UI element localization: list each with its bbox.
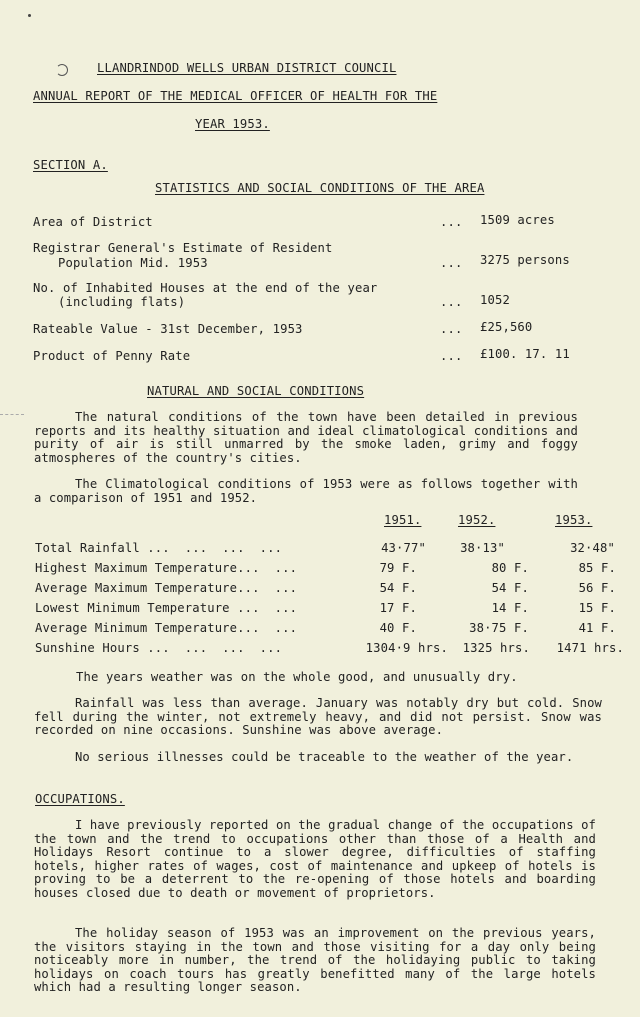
punch-mark bbox=[56, 64, 68, 76]
cell-1953: 1471 hrs. bbox=[556, 641, 624, 655]
cell-1951: 79 F. bbox=[379, 561, 417, 575]
stat-value: 1052 bbox=[480, 293, 510, 307]
cell-1953: 41 F. bbox=[578, 621, 616, 635]
cell-1952: 38·75 F. bbox=[469, 621, 529, 635]
header-line-1: LLANDRINDOD WELLS URBAN DISTRICT COUNCIL bbox=[97, 61, 397, 75]
natural-paragraph: The natural conditions of the town have been detailed in previous reports and its healthy situation and ideal climatological conditions and purity of air is still unmarred by the smoke laden, grimy and foggy atmospheres of the country's cities. bbox=[34, 410, 578, 465]
stat-dots: ... bbox=[440, 322, 463, 336]
cell-1951: 1304·9 hrs. bbox=[365, 641, 448, 655]
occupations-heading: OCCUPATIONS. bbox=[35, 792, 125, 806]
cell-1952: 80 F. bbox=[491, 561, 529, 575]
section-title: SECTION A. bbox=[33, 158, 108, 172]
stat-dots: ... bbox=[440, 349, 463, 363]
stat-value: 3275 persons bbox=[480, 253, 570, 267]
stat-dots: ... bbox=[440, 256, 463, 270]
column-header: 1953. bbox=[555, 513, 593, 527]
cell-1953: 85 F. bbox=[578, 561, 616, 575]
cell-1952: 14 F. bbox=[491, 601, 529, 615]
cell-1951: 40 F. bbox=[379, 621, 417, 635]
cell-1951: 17 F. bbox=[379, 601, 417, 615]
margin-dash bbox=[0, 414, 24, 415]
cell-1953: 32·48" bbox=[570, 541, 615, 555]
row-label: Total Rainfall ... ... ... ... bbox=[35, 541, 283, 555]
stat-label: No. of Inhabited Houses at the end of the year bbox=[33, 281, 378, 295]
occupations-paragraph: I have previously reported on the gradual change of the occupations of the town and the trend to occupations other than those of a Health and Holidays Resort continue to a slower degree, difficulties of staffing hotels, higher rates of wages, cost of maintenance and upkeep of hotels is proving to be a deterrent to the re-opening of those hotels and boarding houses closed due to death or movement of proprietors. bbox=[34, 818, 596, 900]
natural-heading: NATURAL AND SOCIAL CONDITIONS bbox=[147, 384, 365, 398]
column-header: 1951. bbox=[384, 513, 422, 527]
stat-dots: ... bbox=[440, 215, 463, 229]
cell-1951: 43·77" bbox=[381, 541, 426, 555]
holiday-paragraph: The holiday season of 1953 was an improvement on the previous years, the visitors staying in the town and those visiting for a day only being noticeably more in number, the trend of the holidaying public to taking holidays on coach tours has greatly benefitted many of the large hotels which had a resulting longer season. bbox=[34, 926, 596, 995]
stat-value: £25,560 bbox=[480, 320, 533, 334]
stat-label-cont: Population Mid. 1953 bbox=[58, 256, 208, 270]
stat-label: Rateable Value - 31st December, 1953 bbox=[33, 322, 303, 336]
stat-label-cont: (including flats) bbox=[58, 295, 186, 309]
stat-label: Area of District bbox=[33, 215, 153, 229]
stat-label: Registrar General's Estimate of Resident bbox=[33, 241, 333, 255]
speck bbox=[28, 14, 31, 17]
header-line-2: ANNUAL REPORT OF THE MEDICAL OFFICER OF HEALTH FOR THE bbox=[33, 89, 438, 103]
column-header: 1952. bbox=[458, 513, 496, 527]
stat-value: £100. 17. 11 bbox=[480, 347, 570, 361]
cell-1951: 54 F. bbox=[379, 581, 417, 595]
row-label: Lowest Minimum Temperature ... ... bbox=[35, 601, 298, 615]
row-label: Average Maximum Temperature... ... bbox=[35, 581, 298, 595]
cell-1952: 38·13" bbox=[460, 541, 505, 555]
illness-paragraph: No serious illnesses could be traceable to the weather of the year. bbox=[75, 750, 574, 764]
row-label: Highest Maximum Temperature... ... bbox=[35, 561, 298, 575]
weather-summary: The years weather was on the whole good, and unusually dry. bbox=[76, 670, 518, 684]
row-label: Sunshine Hours ... ... ... ... bbox=[35, 641, 283, 655]
cell-1952: 54 F. bbox=[491, 581, 529, 595]
climate-intro: The Climatological conditions of 1953 were as follows together with a comparison of 1951 and 1952. bbox=[34, 477, 578, 505]
cell-1953: 56 F. bbox=[578, 581, 616, 595]
cell-1952: 1325 hrs. bbox=[462, 641, 530, 655]
row-label: Average Minimum Temperature... ... bbox=[35, 621, 298, 635]
stat-label: Product of Penny Rate bbox=[33, 349, 191, 363]
header-line-3: YEAR 1953. bbox=[195, 117, 270, 131]
rainfall-paragraph: Rainfall was less than average. January was notably dry but cold. Snow fell during the winter, not extremely heavy, and did not persist. Snow was recorded on nine occasions. Sunshine was above average. bbox=[34, 696, 602, 738]
stat-dots: ... bbox=[440, 295, 463, 309]
stat-value: 1509 acres bbox=[480, 213, 555, 227]
cell-1953: 15 F. bbox=[578, 601, 616, 615]
stats-heading: STATISTICS AND SOCIAL CONDITIONS OF THE AREA bbox=[155, 181, 485, 195]
